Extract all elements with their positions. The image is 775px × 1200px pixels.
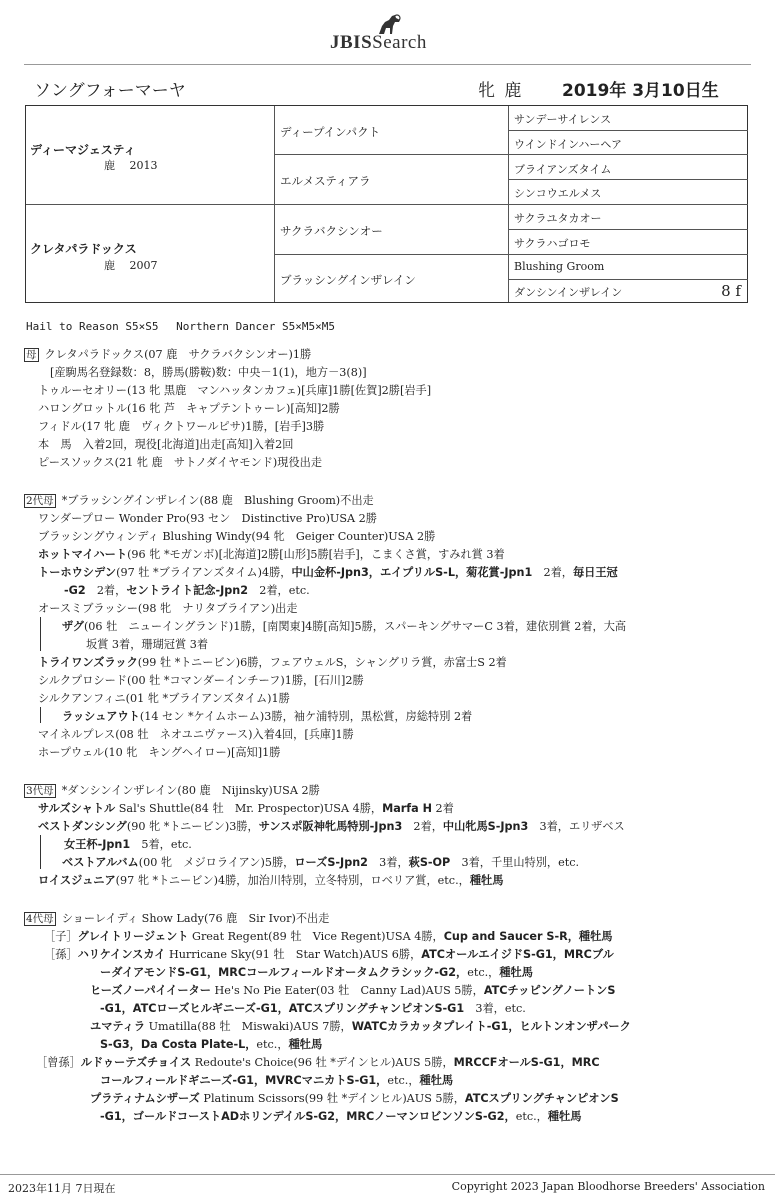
dam-name[interactable]: クレタパラドックス	[30, 242, 137, 256]
header-divider	[24, 64, 751, 65]
record-text: 2着，	[532, 566, 573, 579]
race-text: セントライト記念-Jpn2	[126, 584, 249, 597]
race-text: ATCオールエイジドS-G1，MRCブル	[421, 948, 614, 961]
record-text: (97 牝 *トニービン)4勝，加治川特別，立冬特別，ロベリア賞，etc.，	[115, 874, 470, 887]
race-text: ーダイアモンドS-G1，MRCコールフィールドオータムクラシック-G2，	[100, 966, 468, 979]
dam-section-head	[24, 347, 311, 362]
race-text: MRCCFオールS-G1，MRC	[453, 1056, 600, 1069]
g2dam-line: シルクプロシード(00 牡 *コマンダーインチーフ)1勝，[石川]2勝	[38, 674, 364, 687]
indent-bar	[40, 617, 41, 651]
g4dam-line	[100, 965, 533, 980]
record-text: (06 牡 ニューイングランド)1勝，[南関東]4勝[高知]5勝，スパーキングサマーC 3着，建依別賞 2着，大高	[83, 620, 627, 633]
record-text: 種牡馬	[419, 1074, 454, 1087]
indent-bar	[40, 707, 41, 723]
g4dam-line	[44, 929, 612, 944]
g2dam-head	[24, 493, 374, 508]
dam-line: クレタパラドックス(07 鹿 サクラバクシンオー)1勝	[44, 348, 312, 361]
record-text: (99 牡 *トニービン)6勝，フェアウェルS，シャングリラ賞，赤富士S 2着	[137, 656, 507, 669]
horse-link[interactable]: トーホウシデン	[38, 566, 117, 579]
record-text: (97 牡 *ブライアンズタイム)4勝，	[116, 566, 292, 579]
jbis-logo[interactable]	[330, 14, 460, 54]
horse-link[interactable]: プラティナムシザーズ	[90, 1092, 200, 1105]
record-text: 種牡馬	[288, 1038, 323, 1051]
race-text: 女王杯-Jpn1	[64, 838, 131, 851]
record-text: Hurricane Sky(91 牡 Star Watch)AUS 6勝，	[165, 948, 422, 961]
pedigree-divider	[508, 279, 748, 280]
record-text: etc.，	[467, 966, 500, 979]
inbreeding-info: Hail to Reason S5×S5 Northern Dancer S5×M5×M5	[26, 320, 336, 333]
g3dam-line: *ダンシンインザレイン(80 鹿 Nijinsky)USA 2勝	[61, 784, 320, 797]
horse-link[interactable]: ルドゥーテズチョイス	[80, 1056, 192, 1069]
g4dam-line	[100, 1073, 453, 1088]
record-text: 3着，etc.	[464, 1002, 526, 1015]
pedigree-g3-entry[interactable]: ウインドインハーヘア	[514, 138, 623, 151]
g4dam-line	[100, 1001, 526, 1016]
dam-line: ハロングロットル(16 牝 芦 キャプテントゥーレ)[高知]2勝	[38, 402, 340, 415]
pedigree-divider	[508, 130, 748, 131]
pedigree-g3-entry[interactable]: Blushing Groom	[514, 260, 605, 273]
g3dam-head	[24, 783, 320, 798]
pedigree-table	[25, 105, 748, 303]
record-text: He's No Pie Eater(03 牡 Canny Lad)AUS 5勝，	[210, 984, 484, 997]
record-text: 2着，	[402, 820, 443, 833]
record-text: etc.，	[256, 1038, 289, 1051]
record-text: 3着，千里山特別，etc.	[450, 856, 580, 869]
horse-link[interactable]: ベストダンシング	[38, 820, 127, 833]
record-text: Umatilla(88 牡 Miswaki)AUS 7勝，	[145, 1020, 352, 1033]
pedigree-divider	[274, 254, 748, 255]
g2dam-line	[64, 583, 310, 598]
race-text: WATCカラカッタプレイト-G1，ヒルトンオンザパーク	[351, 1020, 631, 1033]
record-text: 種牡馬	[469, 874, 504, 887]
g3dam-line	[38, 873, 503, 888]
horse-link[interactable]: グレイトリージェント	[77, 930, 189, 943]
g4dam-line	[100, 1109, 581, 1124]
pedigree-divider	[508, 229, 748, 230]
pedigree-divider	[274, 154, 748, 155]
indent-bar	[40, 835, 41, 869]
dam-line: フィドル(17 牝 鹿 ヴィクトワールピサ)1勝，[岩手]3勝	[38, 420, 325, 433]
family-number: 8 f	[721, 282, 741, 300]
g2dam-line: オースミブラッシー(98 牝 ナリタブライアン)出走	[38, 602, 298, 615]
g2dam-line	[62, 709, 472, 724]
g2dam-line	[38, 565, 618, 580]
g2dam-line: *ブラッシングインザレイン(88 鹿 Blushing Groom)不出走	[61, 494, 374, 507]
relation-label: ［曾孫］	[36, 1056, 81, 1069]
horse-link[interactable]: サルズシャトル	[38, 802, 116, 815]
pedigree-g3-entry[interactable]: ダンシンインザレイン	[514, 286, 623, 299]
g4dam-line	[36, 1055, 600, 1070]
pedigree-g2-entry[interactable]: エルメスティアラ	[280, 174, 371, 188]
race-text: 毎日王冠	[572, 566, 618, 579]
g4dam-line	[90, 1091, 619, 1106]
g3dam-line	[62, 855, 579, 870]
pedigree-divider	[508, 179, 748, 180]
horse-link[interactable]: ヒーズノーパイイーター	[90, 984, 211, 997]
horse-title-row	[34, 76, 734, 100]
record-text: 種牡馬	[547, 1110, 582, 1123]
section-tag: 2代母	[26, 495, 54, 507]
logo-text	[330, 32, 427, 54]
section-tag: 4代母	[26, 913, 54, 925]
record-text: 2着，	[85, 584, 127, 597]
logo-text-search: Search	[372, 32, 427, 53]
g2dam-line: マイネルプレス(08 牡 ネオユニヴァース)入着4回，[兵庫]1勝	[38, 728, 354, 741]
record-text: Platinum Scissors(99 牡 *デインヒル)AUS 5勝，	[199, 1092, 465, 1105]
race-text: -G1，ATCローズヒルギニーズ-G1，ATCスプリングチャンピオンS-G1	[100, 1002, 465, 1015]
pedigree-g3-entry[interactable]: サンデーサイレンス	[514, 113, 612, 126]
record-text: etc.，	[515, 1110, 548, 1123]
horse-link[interactable]: ベストアルバム	[62, 856, 139, 869]
dam-color-year: 鹿 2007	[104, 259, 158, 272]
race-text: サンスポ阪神牝馬特別-Jpn3	[258, 820, 403, 833]
relation-label: ［子］	[44, 930, 78, 943]
sire-name[interactable]: ディーマジェスティ	[30, 143, 136, 157]
horse-link[interactable]: ホットマイハート	[38, 548, 128, 561]
sire-color-year: 鹿 2013	[104, 159, 158, 172]
race-text: ATCスプリングチャンピオンS	[464, 1092, 619, 1105]
g4dam-line	[90, 1019, 631, 1034]
g4dam-line: ショーレイディ Show Lady(76 鹿 Sir Ivor)不出走	[61, 912, 330, 925]
record-text: 3着，エリザベス	[528, 820, 625, 833]
record-text: 5着，etc.	[130, 838, 192, 851]
pedigree-divider	[26, 204, 748, 205]
g2dam-line	[38, 655, 507, 670]
record-text: Great Regent(89 牡 Vice Regent)USA 4勝，	[188, 930, 444, 943]
g2dam-line: ホープウェル(10 牝 キングヘイロー)[高知]1勝	[38, 746, 281, 759]
race-text: ローズS-Jpn2	[294, 856, 368, 869]
record-text: (00 牝 メジロライアン)5勝，	[138, 856, 295, 869]
footer-divider	[0, 1174, 775, 1175]
horse-name: ソングフォーマーヤ	[34, 81, 186, 101]
pedigree-g3-entry[interactable]: サクラユタカオー	[514, 212, 602, 225]
record-text: 2着，etc.	[248, 584, 310, 597]
pedigree-g3-entry[interactable]: ブライアンズタイム	[514, 163, 612, 176]
horse-link[interactable]: トライワンズラック	[38, 656, 138, 669]
dam-line: [産駒馬名登録数：8，勝馬(勝鞍)数：中央－1(1)，地方－3(8)]	[50, 366, 367, 379]
pedigree-g3-entry[interactable]: サクラハゴロモ	[514, 237, 591, 250]
race-text: Marfa H	[382, 802, 432, 815]
horse-link[interactable]: ラッシュアウト	[62, 710, 140, 723]
pedigree-g2-entry[interactable]: サクラバクシンオー	[280, 224, 383, 238]
race-text: S-G3，Da Costa Plate-L，	[100, 1038, 257, 1051]
pedigree-g3-entry[interactable]: シンコウエルメス	[514, 187, 602, 200]
g2dam-line	[62, 619, 626, 634]
horse-link[interactable]: ハリケインスカイ	[77, 948, 166, 961]
record-text: (96 牝 *モガンボ)[北海道]2勝[山形]5勝[岩手]，こまくさ賞，すみれ賞 3着	[127, 548, 505, 561]
race-text: 萩S-OP	[408, 856, 451, 869]
record-text: (90 牝 *トニービン)3勝，	[126, 820, 259, 833]
relation-label: ［孫］	[44, 948, 78, 961]
horse-sex-color: 牝 鹿	[478, 81, 524, 101]
record-text: Sal's Shuttle(84 牡 Mr. Prospector)USA 4勝，	[115, 802, 383, 815]
section-tag: 母	[26, 349, 37, 361]
race-text: -G1，ゴールドコーストADホリンデイルS-G2，MRCノーマンロビンソンS-G2，	[100, 1110, 516, 1123]
race-text: Cup and Saucer S-R，種牡馬	[443, 930, 613, 943]
g2dam-line: ブラッシングウィンディ Blushing Windy(94 牝 Geiger Counter)USA 2勝	[38, 530, 436, 543]
pedigree-g2-entry[interactable]: ブラッシングインザレイン	[280, 273, 416, 287]
record-text: 3着，	[367, 856, 409, 869]
g3dam-line	[64, 837, 192, 852]
logo-text-jbis: JBIS	[330, 32, 373, 53]
g2dam-line: ワンダープロー Wonder Pro(93 セン Distinctive Pro)USA 2勝	[38, 512, 377, 525]
record-text: Redoute's Choice(96 牡 *デインヒル)AUS 5勝，	[191, 1056, 454, 1069]
race-text: ATCチッピングノートンS	[483, 984, 616, 997]
g2dam-line	[38, 547, 505, 562]
g4dam-line	[100, 1037, 322, 1052]
record-text: 2着	[431, 802, 454, 815]
section-tag: 3代母	[26, 785, 54, 797]
record-text: etc.，	[387, 1074, 420, 1087]
pedigree-g2-entry[interactable]: ディープインパクト	[280, 125, 381, 139]
record-text: 種牡馬	[499, 966, 533, 979]
horse-link[interactable]: ユマティラ	[90, 1020, 146, 1033]
g3dam-line	[38, 801, 454, 816]
dam-line: ピースソックス(21 牝 鹿 サトノダイヤモンド)現役出走	[38, 456, 323, 469]
g2dam-line: 坂賞 3着，珊瑚冠賞 3着	[86, 638, 209, 651]
race-text: -G2	[64, 584, 86, 597]
race-text: 中山金杯-Jpn3，エイプリルS-L，菊花賞-Jpn1	[291, 566, 533, 579]
g4dam-line	[90, 983, 615, 998]
g3dam-line	[38, 819, 625, 834]
race-text: コールフィールドギニーズ-G1，MVRCマニカトS-G1，	[100, 1074, 388, 1087]
horse-birth-date: 2019年 3月10日生	[562, 81, 719, 101]
horse-link[interactable]: ロイスジュニア	[38, 874, 116, 887]
horse-link[interactable]: ザグ	[62, 620, 84, 633]
footer-copyright: Copyright 2023 Japan Bloodhorse Breeders' Association	[451, 1180, 765, 1193]
footer-date: 2023年11月 7日現在	[8, 1182, 116, 1195]
dam-line: トゥルーセオリー(13 牝 黒鹿 マンハッタンカフェ)[兵庫]1勝[佐賀]2勝[岩手]	[38, 384, 432, 397]
g2dam-line: シルクアンフィニ(01 牝 *ブライアンズタイム)1勝	[38, 692, 290, 705]
record-text: (14 セン *ケイムホーム)3勝，袖ケ浦特別，黒松賞，房総特別 2着	[139, 710, 473, 723]
g4dam-head	[24, 911, 329, 926]
race-text: 中山牝馬S-Jpn3	[442, 820, 529, 833]
g4dam-line	[44, 947, 614, 962]
dam-line: 本 馬 入着2回，現役[北海道]出走[高知]入着2回	[38, 438, 294, 451]
